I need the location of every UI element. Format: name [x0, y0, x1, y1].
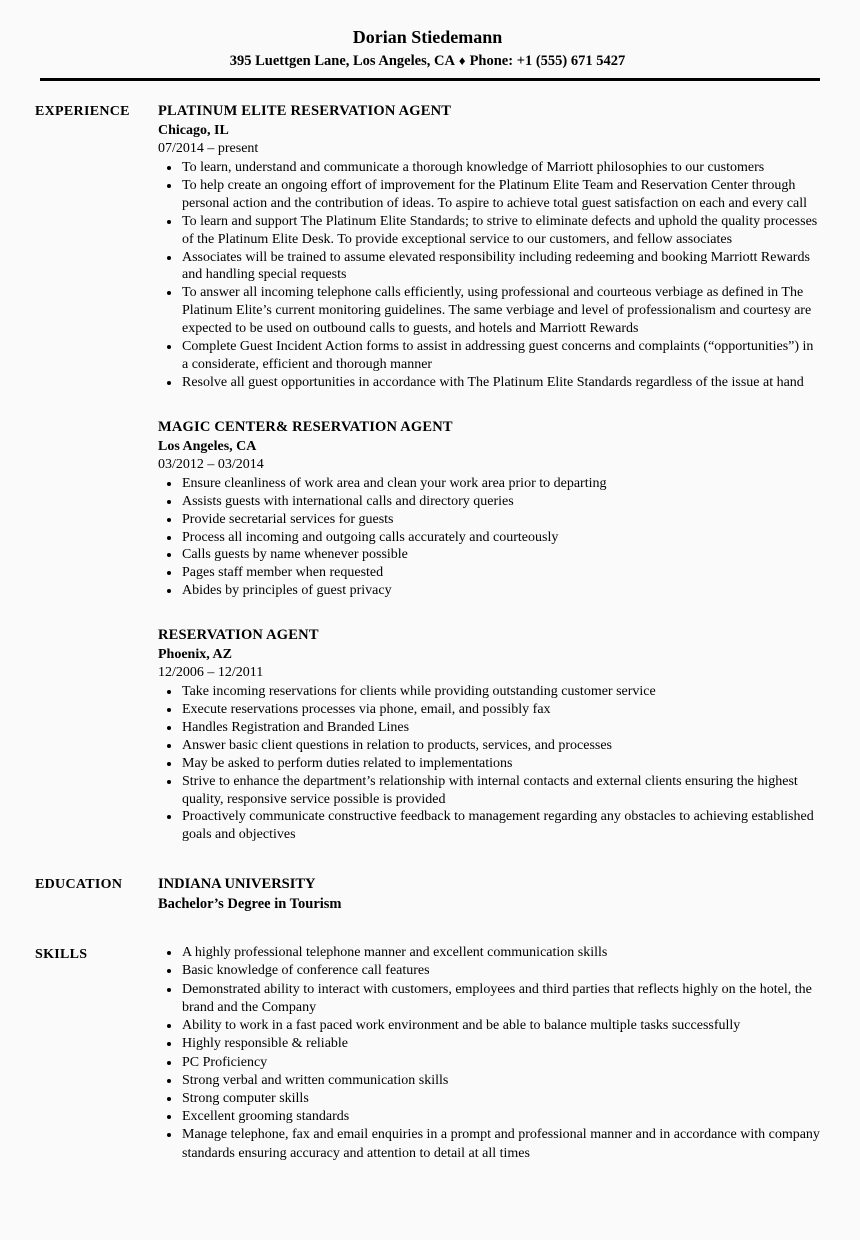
job-location: Phoenix, AZ — [158, 647, 232, 663]
skill-bullet: • Excellent grooming standards — [181, 1108, 820, 1126]
address-text: 395 Luettgen Lane, Los Angeles, CA — [229, 53, 455, 69]
skill-bullet: • Highly responsible & reliable — [181, 1035, 820, 1053]
person-name: Dorian Stiedemann — [352, 27, 503, 47]
job-bullet-list — [158, 683, 820, 844]
job-bullet: • Proactively communicate constructive feedback to management regarding any obstacles to achieving established goals and objectives — [181, 808, 820, 844]
experience-job — [158, 417, 820, 600]
job-bullet: • To answer all incoming telephone calls efficiently, using professional and courteous verbiage as defined in The Platinum Elite’s current monitoring guidelines. The same verbiage and level of professionalism and courtesy are expected to be used on outbound calls to guests, and hotels and Marriott Rewards — [181, 284, 820, 338]
job-bullet: • Execute reservations processes via phone, email, and possibly fax — [181, 701, 820, 719]
job-dates: 03/2012 – 03/2014 — [158, 456, 264, 472]
job-title: PLATINUM ELITE RESERVATION AGENT — [158, 103, 452, 119]
skill-bullet: • A highly professional telephone manner and excellent communication skills — [181, 944, 820, 962]
job-bullet: • Ensure cleanliness of work area and clean your work area prior to departing — [181, 475, 820, 493]
job-bullet-list — [158, 159, 820, 392]
skills-content — [158, 944, 820, 1162]
job-bullet: • Handles Registration and Branded Lines — [181, 719, 820, 737]
experience-section — [35, 101, 820, 844]
resume-header — [35, 26, 820, 81]
job-bullet: • Take incoming reservations for clients while providing outstanding customer service — [181, 683, 820, 701]
contact-line — [35, 52, 820, 70]
job-bullet: • Answer basic client questions in relation to products, services, and processes — [181, 737, 820, 755]
phone-text: Phone: +1 (555) 671 5427 — [469, 53, 626, 69]
experience-content — [158, 101, 820, 844]
job-bullet: • Resolve all guest opportunities in accordance with The Platinum Elite Standards regardless of the issue at hand — [181, 374, 820, 392]
skill-bullet: • Demonstrated ability to interact with customers, employees and third parties that reflects highly on the hotel, the brand and the Company — [181, 981, 820, 1017]
section-label-experience: EXPERIENCE — [35, 104, 130, 119]
section-label-education: EDUCATION — [35, 877, 123, 893]
section-label-skills: SKILLS — [35, 947, 88, 963]
job-title: MAGIC CENTER& RESERVATION AGENT — [158, 418, 453, 435]
skill-bullet: • Ability to work in a fast paced work environment and be able to balance multiple tasks successfully — [181, 1017, 820, 1035]
skill-bullet: • Strong verbal and written communication skills — [181, 1072, 820, 1090]
education-section — [35, 874, 820, 914]
job-bullet: • Assists guests with international calls and directory queries — [181, 493, 820, 511]
skill-bullet: • PC Proficiency — [181, 1054, 820, 1072]
job-bullet: • Calls guests by name whenever possible — [181, 546, 820, 564]
job-dates: 07/2014 – present — [158, 141, 259, 156]
skill-bullet: • Manage telephone, fax and email enquiries in a prompt and professional manner and in accordance with company standards ensuring accuracy and attention to detail at all times — [181, 1126, 820, 1162]
skill-bullet: • Strong computer skills — [181, 1090, 820, 1108]
job-bullet: • Provide secretarial services for guests — [181, 511, 820, 529]
job-bullet-list — [158, 475, 820, 600]
experience-job — [158, 101, 820, 392]
skill-bullet: • Basic knowledge of conference call features — [181, 962, 820, 980]
job-bullet: • To learn and support The Platinum Elite Standards; to strive to eliminate defects and uphold the quality processes of the Platinum Elite Desk. To provide exceptional service to our customers, and fellow associates — [181, 213, 820, 249]
experience-job — [158, 625, 820, 844]
job-dates: 12/2006 – 12/2011 — [158, 665, 264, 681]
job-title: RESERVATION AGENT — [158, 627, 319, 644]
education-degree: Bachelor’s Degree in Tourism — [158, 896, 342, 913]
job-location: Los Angeles, CA — [158, 438, 257, 454]
job-bullet: • Abides by principles of guest privacy — [181, 582, 820, 600]
job-bullet: • Strive to enhance the department’s relationship with internal contacts and external clients ensuring the highest quality, responsive service possible is provided — [181, 773, 820, 809]
header-divider — [40, 78, 820, 81]
education-school: INDIANA UNIVERSITY — [158, 876, 316, 893]
job-bullet: • Process all incoming and outgoing calls accurately and courteously — [181, 529, 820, 547]
skills-section — [35, 944, 820, 1162]
resume-body — [35, 101, 820, 1163]
diamond-separator-icon: ♦ — [458, 53, 466, 68]
job-bullet: • To help create an ongoing effort of improvement for the Platinum Elite Team and Reservation Center through personal action and the contribution of ideas. To aspire to achieve total guest satisfaction on each and every call — [181, 177, 820, 213]
job-bullet: • Associates will be trained to assume elevated responsibility including redeeming and booking Marriott Rewards and handling special requests — [181, 249, 820, 285]
job-bullet: • May be asked to perform duties related to implementations — [181, 755, 820, 773]
job-location: Chicago, IL — [158, 123, 229, 138]
job-bullet: • To learn, understand and communicate a thorough knowledge of Marriott philosophies to our customers — [181, 159, 820, 177]
skills-list — [158, 944, 820, 1162]
job-bullet: • Pages staff member when requested — [181, 564, 820, 582]
education-content — [158, 874, 820, 914]
job-bullet: • Complete Guest Incident Action forms to assist in addressing guest concerns and complaints (“opportunities”) in a considerate, efficient and thorough manner — [181, 338, 820, 374]
